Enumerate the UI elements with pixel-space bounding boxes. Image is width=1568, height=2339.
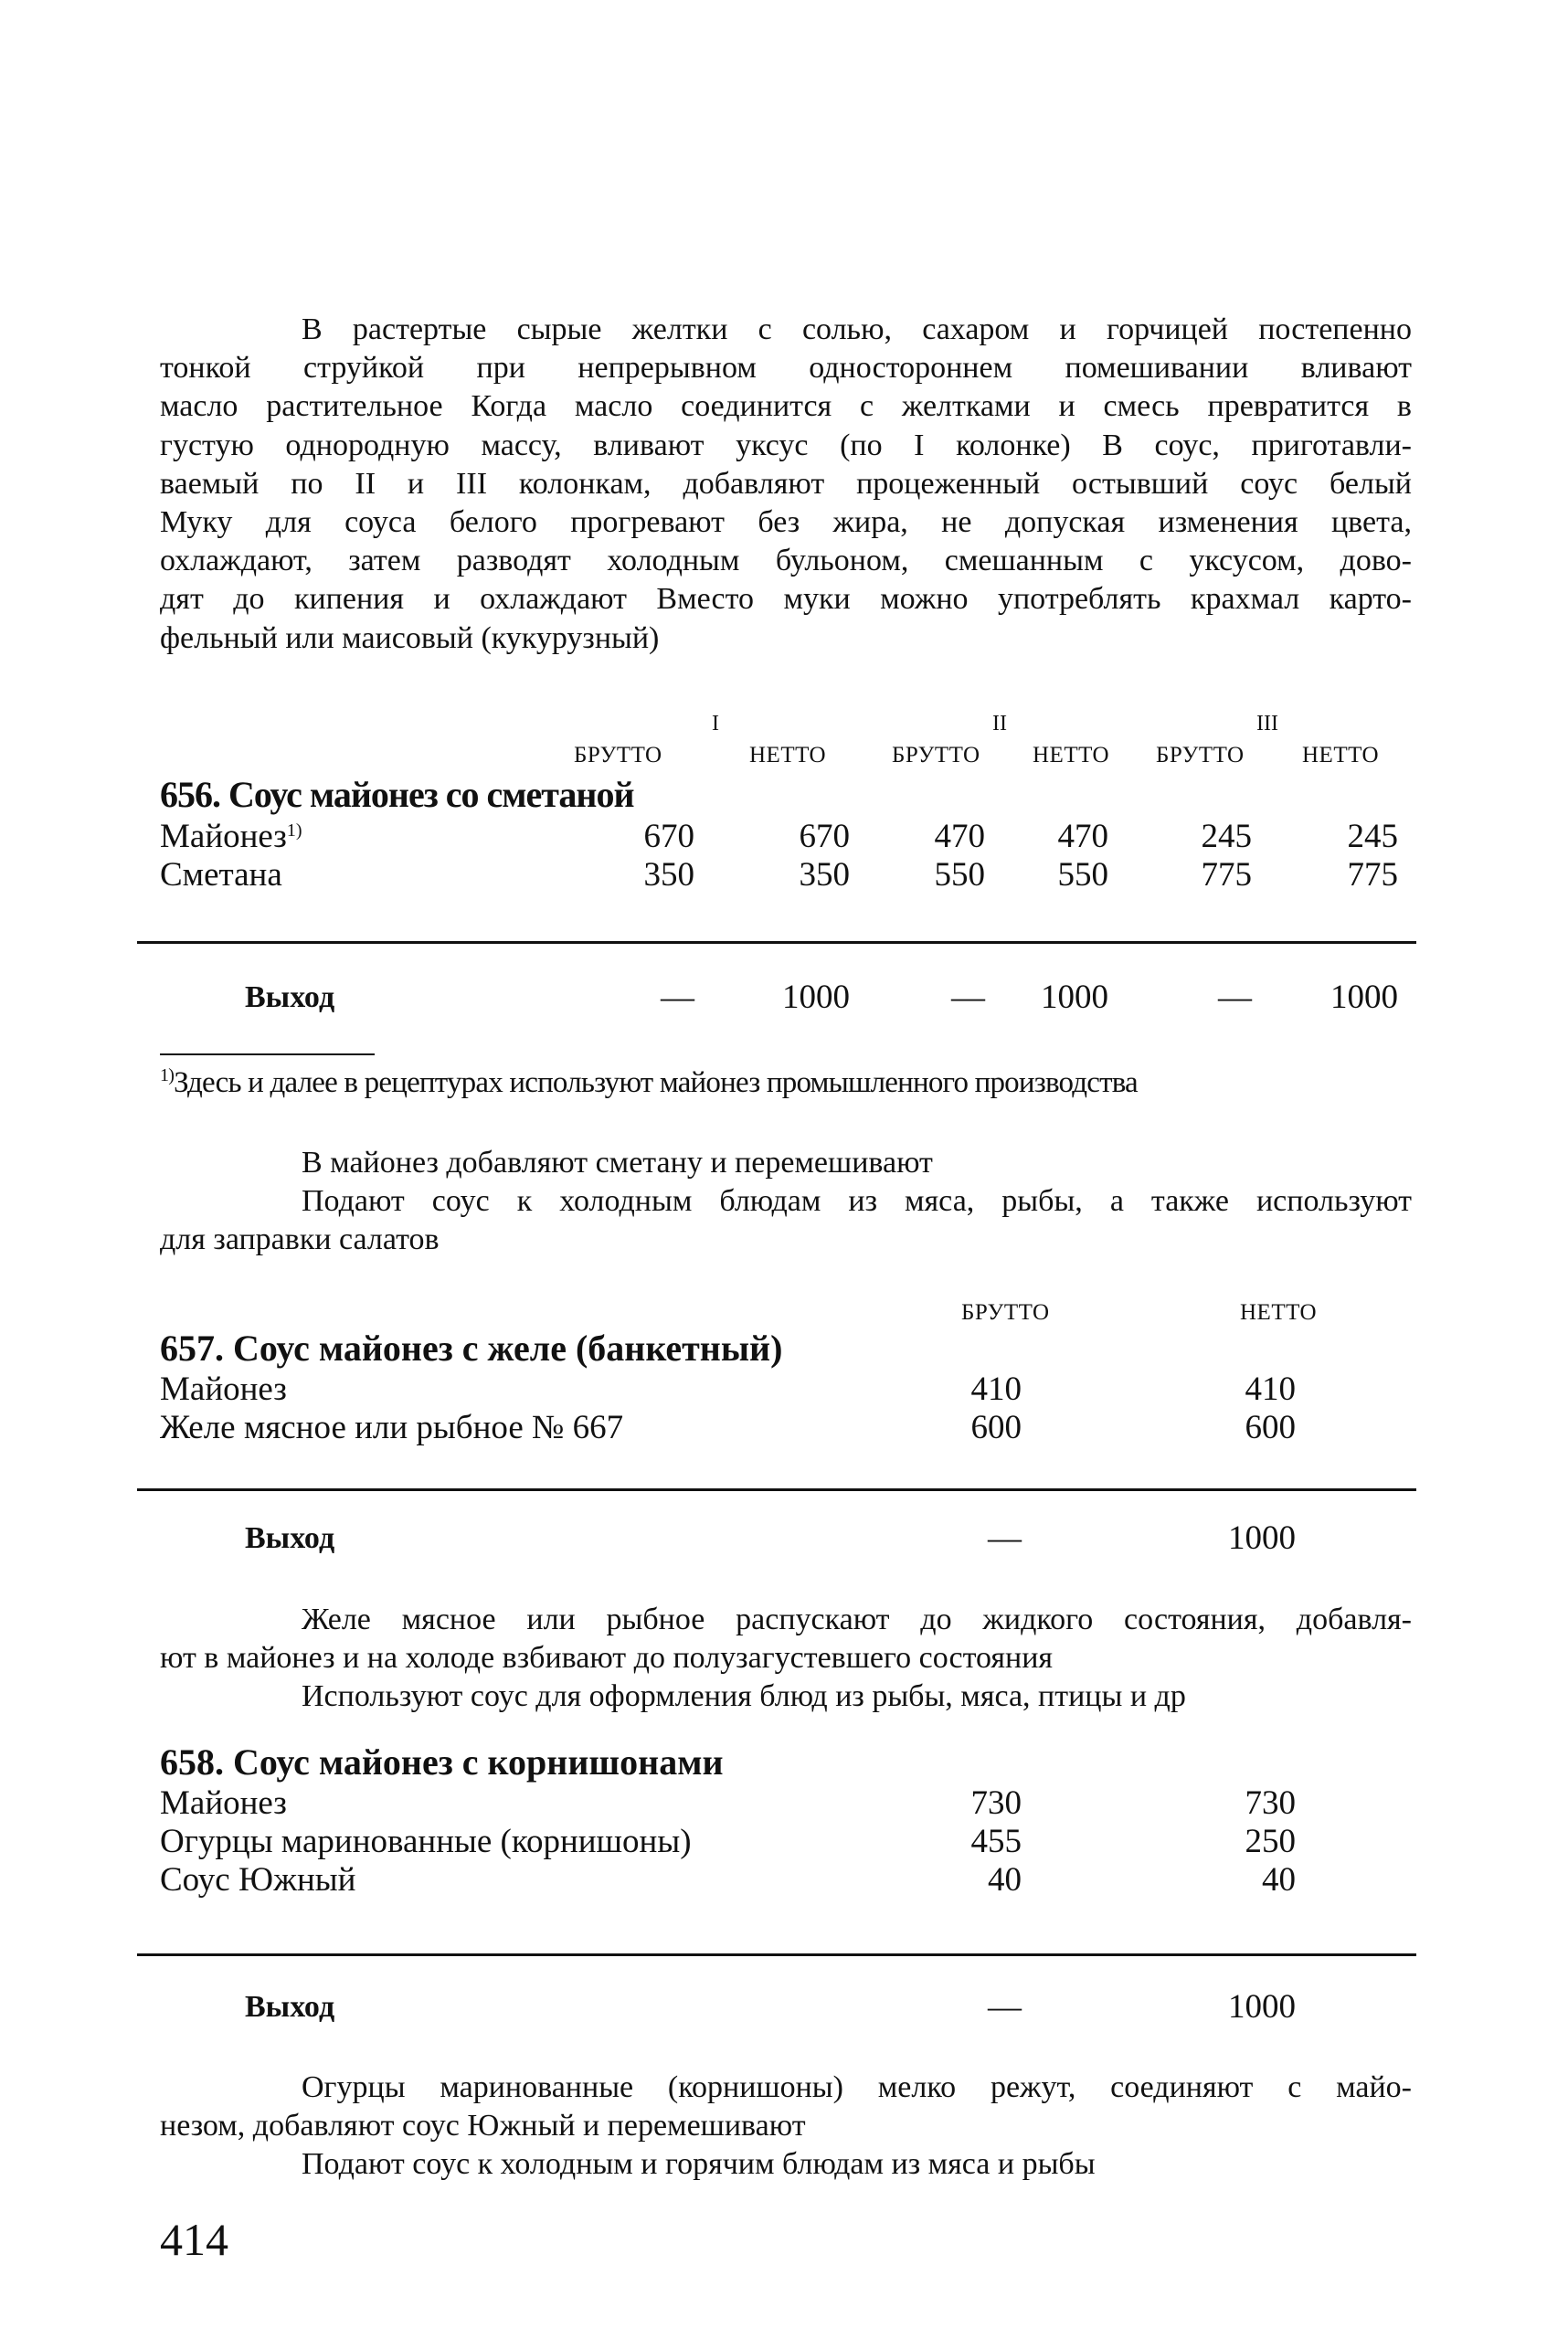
value-cell: 550 xyxy=(934,856,985,894)
text-line: В майонез добавляют сметану и перемешивают xyxy=(302,1146,933,1180)
recipe-notes xyxy=(160,2069,1412,2185)
footnote-text: Здесь и далее в рецептурах используют майонез промышленного производства xyxy=(174,1066,1138,1099)
value-cell: 670 xyxy=(643,818,694,855)
value-cell: 730 xyxy=(1245,1784,1296,1822)
text-line: тонкой струйкой при непрерывном одностороннем помешивании вливают xyxy=(160,351,1412,386)
value-cell: 250 xyxy=(1245,1823,1296,1860)
table-rule xyxy=(137,1488,1416,1491)
recipe-title: 656. Соус майонез со сметаной xyxy=(160,774,634,815)
column-group-label: II xyxy=(992,712,1007,736)
value-cell: 245 xyxy=(1347,818,1398,855)
recipe-title: 658. Соус майонез с корнишонами xyxy=(160,1741,724,1783)
value-cell: 245 xyxy=(1201,818,1252,855)
text-line: Желе мясное или рыбное распускают до жидкого состояния, добавля- xyxy=(302,1603,1412,1636)
text-line: Огурцы маринованные (корнишоны) мелко режут, соединяют с майо- xyxy=(302,2070,1412,2104)
text-line: ют в майонез и на холоде взбивают до полузагустевшего состояния xyxy=(160,1641,1054,1676)
yield-label: Выход xyxy=(245,1521,335,1555)
ingredient-name: Сметана xyxy=(160,856,282,894)
value-cell: 410 xyxy=(970,1371,1022,1408)
yield-label: Выход xyxy=(245,980,335,1014)
text-line: Подают соус к холодным блюдам из мяса, рыбы, а также используют xyxy=(302,1184,1412,1219)
value-cell: 470 xyxy=(1057,818,1108,855)
yield-value: — xyxy=(1218,979,1252,1016)
value-cell: 40 xyxy=(988,1861,1022,1899)
ingredient-label: Майонез xyxy=(160,818,287,855)
column-header: БРУТТО xyxy=(961,1300,1050,1325)
value-cell: 40 xyxy=(1262,1861,1296,1899)
ingredient-name: Соус Южный xyxy=(160,1861,356,1899)
yield-value: — xyxy=(661,979,694,1016)
column-header: НЕТТО xyxy=(749,743,827,767)
text-line: охлаждают, затем разводят холодным бульоном, смешанным с уксусом, дово- xyxy=(160,544,1412,578)
value-cell: 550 xyxy=(1057,856,1108,894)
column-header: БРУТТО xyxy=(892,743,980,767)
ingredient-name xyxy=(160,817,302,856)
yield-value: 1000 xyxy=(1228,1519,1296,1557)
value-cell: 470 xyxy=(934,818,985,855)
table-rule xyxy=(137,1953,1416,1956)
yield-value: — xyxy=(951,979,985,1016)
column-header: НЕТТО xyxy=(1240,1300,1318,1325)
column-header: БРУТТО xyxy=(1156,743,1245,767)
footnote xyxy=(160,1065,1138,1100)
ingredient-name: Огурцы маринованные (корнишоны) xyxy=(160,1823,692,1860)
text-line: густую однородную массу, вливают уксус (по I колонке) В соус, приготавли- xyxy=(160,428,1412,462)
column-header: НЕТТО xyxy=(1302,743,1380,767)
yield-value: — xyxy=(988,1519,1022,1557)
value-cell: 670 xyxy=(799,818,850,855)
recipe-notes xyxy=(160,1144,1412,1260)
text-line: незом, добавляют соус Южный и перемешивают xyxy=(160,2109,806,2143)
ingredient-name: Желе мясное или рыбное № 667 xyxy=(160,1409,624,1446)
text-line: Муку для соуса белого прогревают без жира, не допуская изменения цвета, xyxy=(160,504,1412,539)
text-line: В растертые сырые желтки с солью, сахаром и горчицей постепенно xyxy=(302,312,1412,346)
text-line: фельный или маисовый (кукурузный) xyxy=(160,620,660,655)
column-header: НЕТТО xyxy=(1033,743,1110,767)
footnote-mark: 1) xyxy=(286,820,302,841)
yield-label: Выход xyxy=(245,1990,335,2024)
ingredient-name: Майонез xyxy=(160,1784,287,1822)
ingredient-name: Майонез xyxy=(160,1371,287,1408)
column-group-label: I xyxy=(712,712,719,736)
page-number: 414 xyxy=(160,2214,228,2265)
yield-value: 1000 xyxy=(1228,1988,1296,2026)
text-line: масло растительное Когда масло соединится с желтками и смесь превратится в xyxy=(160,389,1412,424)
value-cell: 350 xyxy=(643,856,694,894)
footnote-rule xyxy=(160,1053,375,1055)
footnote-mark: 1) xyxy=(160,1065,175,1085)
recipe-notes xyxy=(160,1601,1412,1717)
value-cell: 410 xyxy=(1245,1371,1296,1408)
text-line: дят до кипения и охлаждают Вместо муки можно употреблять крахмал карто- xyxy=(160,582,1412,617)
value-cell: 775 xyxy=(1347,856,1398,894)
value-cell: 350 xyxy=(799,856,850,894)
yield-value: 1000 xyxy=(782,979,850,1016)
column-header: БРУТТО xyxy=(574,743,662,767)
yield-value: — xyxy=(988,1988,1022,2026)
value-cell: 600 xyxy=(1245,1409,1296,1446)
value-cell: 600 xyxy=(970,1409,1022,1446)
yield-value: 1000 xyxy=(1330,979,1398,1016)
text-line: Используют соус для оформления блюд из рыбы, мяса, птицы и др xyxy=(302,1679,1186,1714)
yield-value: 1000 xyxy=(1041,979,1108,1016)
intro-paragraph xyxy=(160,311,1412,658)
column-group-label: III xyxy=(1256,712,1278,736)
text-line: Подают соус к холодным и горячим блюдам из мяса и рыбы xyxy=(302,2147,1096,2182)
table-rule xyxy=(137,941,1416,944)
value-cell: 775 xyxy=(1201,856,1252,894)
text-line: для заправки салатов xyxy=(160,1222,440,1257)
text-line: ваемый по II и III колонкам, добавляют процеженный остывший соус белый xyxy=(160,466,1412,501)
value-cell: 730 xyxy=(970,1784,1022,1822)
value-cell: 455 xyxy=(970,1823,1022,1860)
recipe-title: 657. Соус майонез с желе (банкетный) xyxy=(160,1328,783,1369)
